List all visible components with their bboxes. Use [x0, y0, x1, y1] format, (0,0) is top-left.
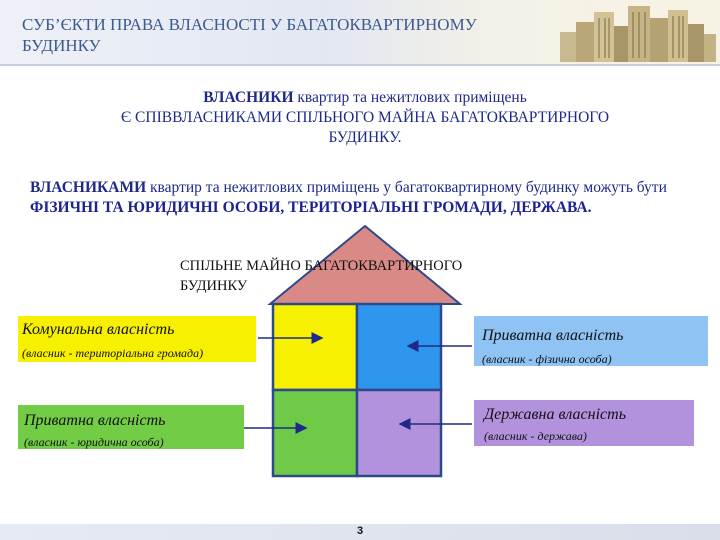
owners-types-keyword: ВЛАСНИКАМИ — [30, 179, 147, 196]
owners-statement-line2: Є СПІВВЛАСНИКАМИ СПІЛЬНОГО МАЙНА БАГАТОКВАРТИРНОГО — [120, 109, 610, 126]
house-cell-bottom-left — [273, 390, 357, 476]
private-legal-ownership-owner: (власник - юридична особа) — [24, 435, 164, 449]
page-number: 3 — [356, 525, 364, 537]
slide-title-line1: СУБ’ЄКТИ ПРАВА ВЛАСНОСТІ У БАГАТОКВАРТИРНОМУ — [22, 15, 477, 34]
slide-title-line2: БУДИНКУ — [22, 36, 101, 55]
communal-ownership-title: Комунальна власність — [22, 321, 175, 338]
owners-statement-rest: квартир та нежитлових приміщень — [293, 89, 527, 106]
house-cell-bottom-right — [357, 390, 441, 476]
house-cell-top-left — [273, 304, 357, 390]
common-property-label-line2: БУДИНКУ — [180, 278, 248, 294]
state-ownership-title: Державна власність — [484, 406, 626, 423]
private-legal-ownership-box — [18, 405, 244, 449]
private-individual-ownership-box — [474, 316, 708, 366]
private-individual-ownership-title: Приватна власність — [482, 327, 624, 344]
private-legal-ownership-title: Приватна власність — [24, 412, 166, 429]
state-ownership-owner: (власник - держава) — [484, 429, 587, 443]
owners-keyword: ВЛАСНИКИ — [203, 89, 294, 106]
house-cell-top-right — [357, 304, 441, 390]
private-individual-ownership-owner: (власник - фізична особа) — [482, 352, 612, 366]
state-ownership-box — [474, 400, 694, 446]
owners-types-list: ФІЗИЧНІ ТА ЮРИДИЧНІ ОСОБИ, ТЕРИТОРІАЛЬНІ ГРОМАДИ, ДЕРЖАВА. — [30, 199, 592, 216]
owners-statement-line3: БУДИНКУ. — [328, 129, 402, 146]
common-property-label — [180, 256, 600, 296]
common-property-label-line1: СПІЛЬНЕ МАЙНО БАГАТОКВАРТИРНОГО — [180, 258, 463, 274]
communal-ownership-owner: (власник - територіальна громада) — [22, 346, 204, 360]
communal-ownership-box — [18, 316, 256, 362]
owners-types-text: квартир та нежитлових приміщень у багатоквартирному будинку можуть бути — [146, 179, 667, 196]
